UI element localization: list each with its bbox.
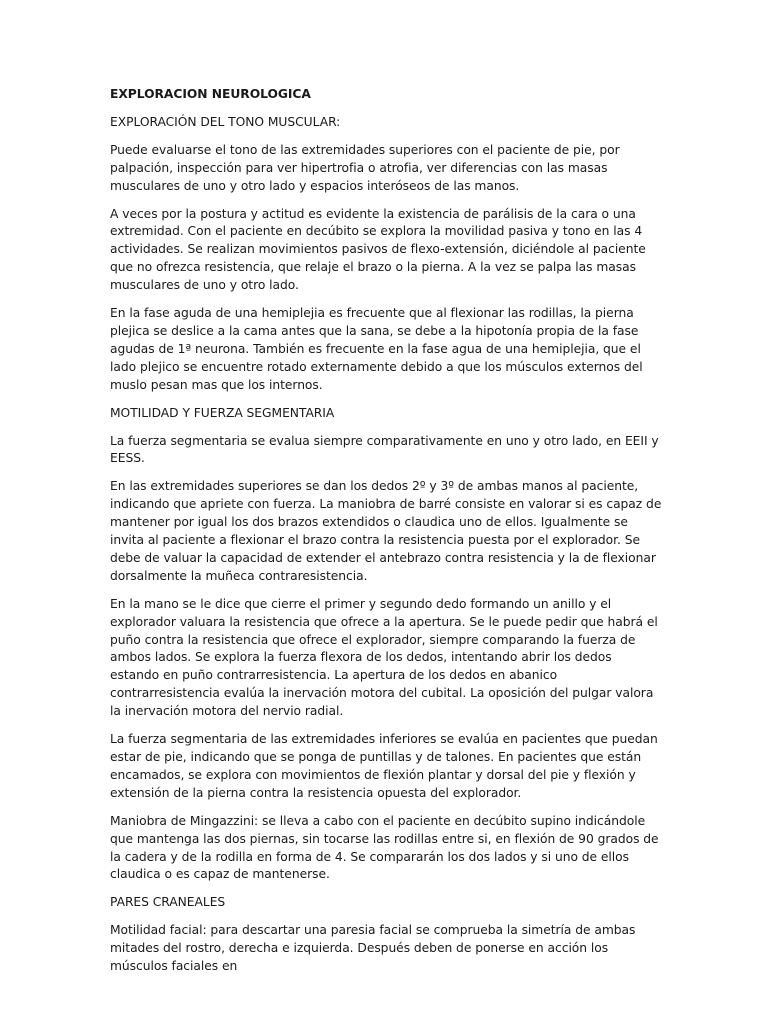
paragraph-fase-aguda-hemiplejia: En la fase aguda de una hemiplejia es frecuente que al flexionar las rodillas, la pierna plejica se deslice a la cama antes que la sana, se debe a la hipotonía propia de la fase agudas de 1ª neurona. También es frecuente en la fase agua de una hemiplejia, que el lado plejico se encuentre rotado externamente debido a que los músculos externos del muslo pesan mas que los internos. <box>110 306 643 392</box>
document-body <box>110 86 662 986</box>
paragraph-fuerza-segmentaria: La fuerza segmentaria se evalua siempre comparativamente en uno y otro lado, en EEII y EESS. <box>110 433 659 466</box>
paragraph-extremidades-superiores: En las extremidades superiores se dan los dedos 2º y 3º de ambas manos al paciente, indicando que apriete con fuerza. La maniobra de barré consiste en valorar si es capaz de mantener por igual los dos brazos extendidos o claudica uno de ellos. Igualmente se invita al paciente a flexionar el brazo contra la resistencia puesta por el explorador. Se debe de valuar la capacidad de extender el antebrazo contra resistencia y la de flexionar dorsalmente la muñeca contraresistencia. <box>110 479 662 583</box>
section-heading-motilidad: MOTILIDAD Y FUERZA SEGMENTARIA <box>110 405 335 420</box>
paragraph-postura-actitud: A veces por la postura y actitud es evidente la existencia de parálisis de la cara o una extremidad. Con el paciente en decúbito se explora la movilidad pasiva y tono en las 4 actividades. Se realizan movimientos pasivos de flexo-extensión, diciéndole al paciente que no ofrezca resistencia, que relaje el brazo o la pierna. A la vez se palpa las masas musculares de uno y otro lado. <box>110 206 646 293</box>
paragraph-extremidades-inferiores: La fuerza segmentaria de las extremidades inferiores se evalúa en pacientes que puedan estar de pie, indicando que se ponga de puntillas y de talones. En pacientes que están encamados, se explora con movimientos de flexión plantar y dorsal del pie y flexión y extensión de la pierna contra la resistencia opuesta del explorador. <box>110 732 658 800</box>
section-heading-pares-craneales: PARES CRANEALES <box>110 895 226 910</box>
paragraph-tono-evaluacion: Puede evaluarse el tono de las extremidades superiores con el paciente de pie, por palpación, inspección para ver hipertrofia o atrofia, ver diferencias con las masas musculares de uno y otro lado y espacios interóseos de las manos. <box>110 142 620 193</box>
paragraph-motilidad-facial: Motilidad facial: para descartar una paresia facial se comprueba la simetría de ambas mitades del rostro, derecha e izquierda. Después deben de ponerse en acción los músculos faciales en <box>110 923 636 974</box>
paragraph-mano: En la mano se le dice que cierre el primer y segundo dedo formando un anillo y el explorador valuara la resistencia que ofrece a la apertura. Se le puede pedir que habrá el puño contra la resistencia que ofrece el explorador, siempre comparando la fuerza de ambos lados. Se explora la fuerza flexora de los dedos, intentando abrir los dedos estando en puño contrarresistencia. La apertura de los dedos en abanico contrarresistencia evalúa la inervación motora del cubital. La oposición del pulgar valora la inervación motora del nervio radial. <box>110 596 658 719</box>
paragraph-mingazzini: Maniobra de Mingazzini: se lleva a cabo con el paciente en decúbito supino indicándole que mantenga las dos piernas, sin tocarse las rodillas entre si, en flexión de 90 grados de la cadera y de la rodilla en forma de 4. Se compararán los dos lados y si uno de ellos claudica o es capaz de mantenerse. <box>110 813 659 882</box>
document-title: EXPLORACION NEUROLOGICA <box>110 87 311 101</box>
section-heading-tono-muscular: EXPLORACIÓN DEL TONO MUSCULAR: <box>110 114 341 129</box>
